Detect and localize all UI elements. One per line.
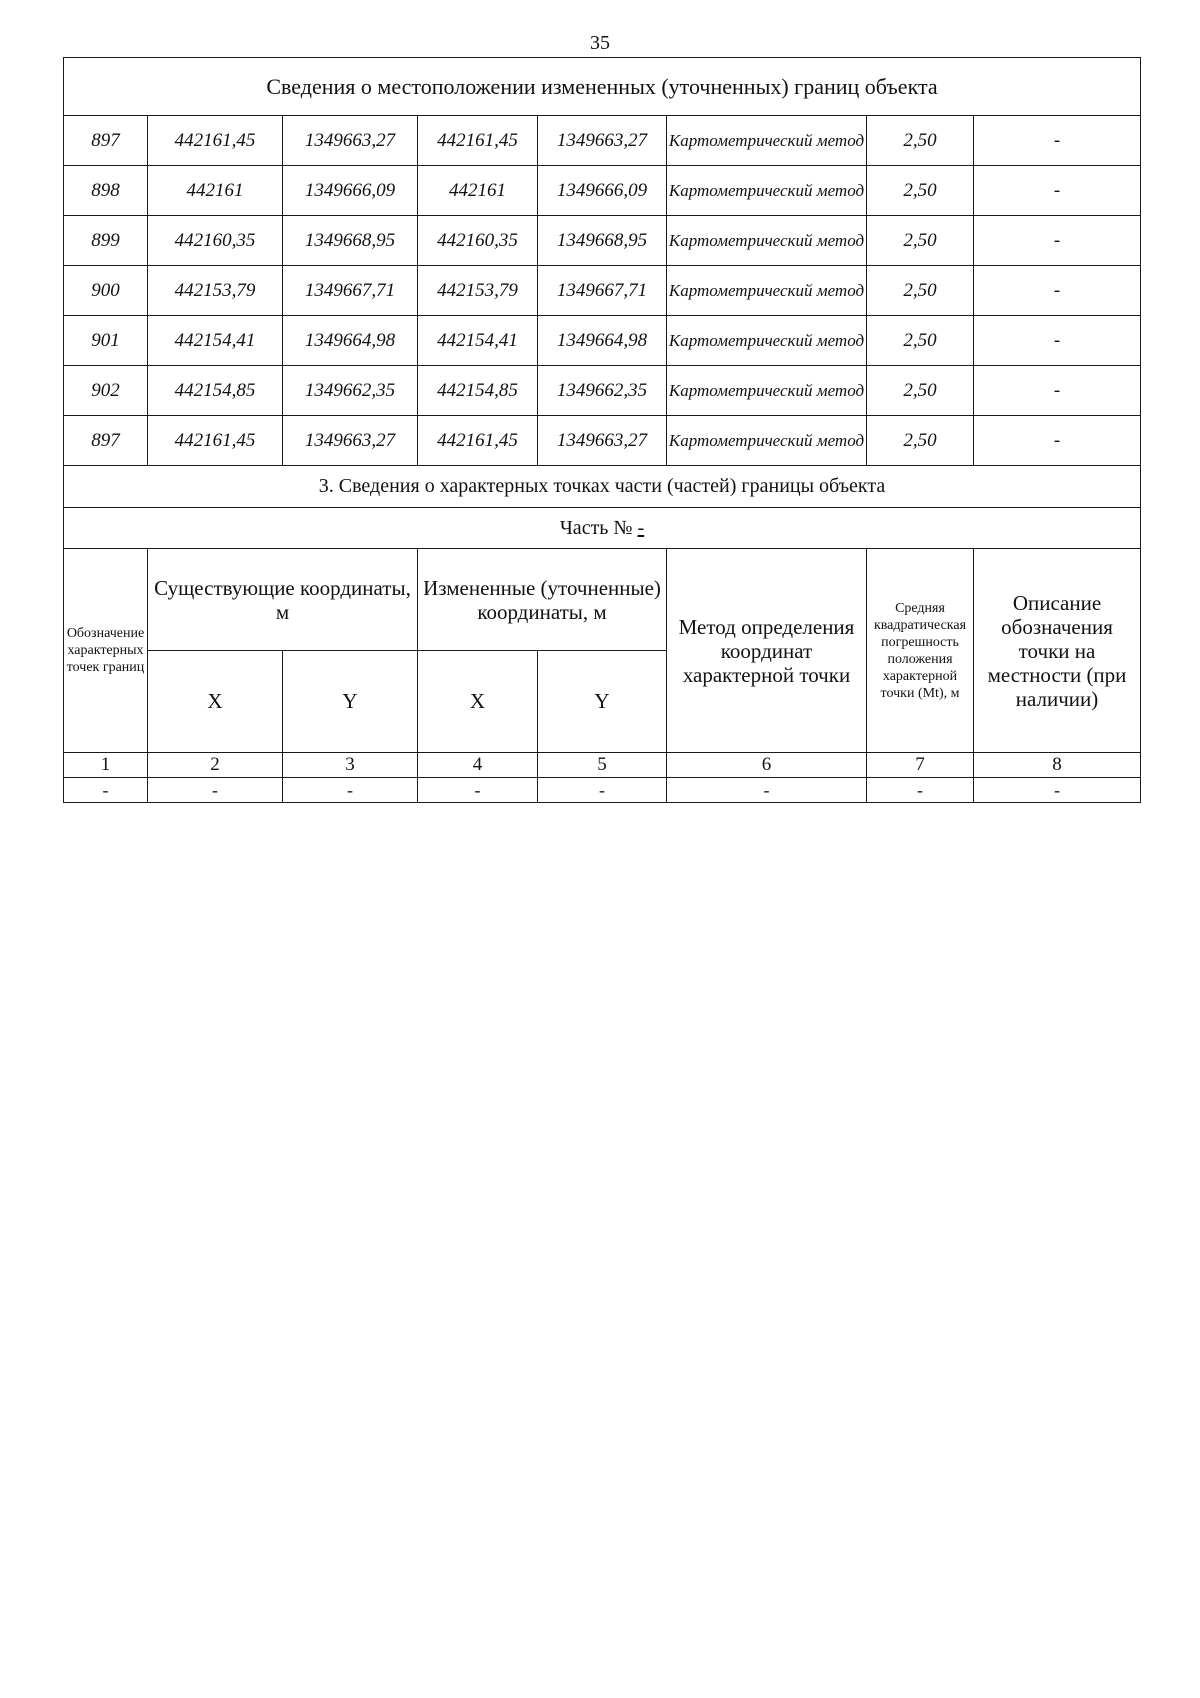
point-cell: 900 xyxy=(64,266,148,316)
header-row-top xyxy=(64,549,1141,651)
method-cell: Картометрический метод xyxy=(667,266,867,316)
mt-cell: 2,50 xyxy=(867,216,974,266)
y-existing-cell: 1349663,27 xyxy=(283,416,418,466)
header-point-designation: Обозначение характерных точек границ xyxy=(64,549,148,753)
mt-cell: 2,50 xyxy=(867,416,974,466)
point-cell: 897 xyxy=(64,416,148,466)
header-x-existing: X xyxy=(148,651,283,753)
table-row xyxy=(64,416,1141,466)
empty-cell: - xyxy=(867,778,974,803)
section-heading-row xyxy=(64,466,1141,508)
x-changed-cell: 442160,35 xyxy=(418,216,538,266)
x-changed-cell: 442161 xyxy=(418,166,538,216)
y-changed-cell: 1349666,09 xyxy=(538,166,667,216)
description-cell: - xyxy=(974,316,1141,366)
description-cell: - xyxy=(974,116,1141,166)
point-cell: 901 xyxy=(64,316,148,366)
y-existing-cell: 1349664,98 xyxy=(283,316,418,366)
part-value: - xyxy=(637,516,645,539)
empty-cell: - xyxy=(538,778,667,803)
description-cell: - xyxy=(974,216,1141,266)
point-cell: 899 xyxy=(64,216,148,266)
empty-cell: - xyxy=(283,778,418,803)
part-label: Часть № xyxy=(559,516,633,539)
y-changed-cell: 1349662,35 xyxy=(538,366,667,416)
header-description: Описание обозначения точки на местности (при наличии) xyxy=(974,549,1141,753)
y-existing-cell: 1349663,27 xyxy=(283,116,418,166)
empty-cell: - xyxy=(148,778,283,803)
column-number: 3 xyxy=(283,753,418,778)
empty-cell: - xyxy=(974,778,1141,803)
y-changed-cell: 1349663,27 xyxy=(538,116,667,166)
y-changed-cell: 1349668,95 xyxy=(538,216,667,266)
description-cell: - xyxy=(974,166,1141,216)
x-existing-cell: 442154,41 xyxy=(148,316,283,366)
header-existing-coords: Существующие координаты, м xyxy=(148,549,418,651)
column-number: 8 xyxy=(974,753,1141,778)
empty-cell: - xyxy=(667,778,867,803)
y-changed-cell: 1349663,27 xyxy=(538,416,667,466)
x-existing-cell: 442153,79 xyxy=(148,266,283,316)
column-number: 6 xyxy=(667,753,867,778)
header-method: Метод определения координат характерной точки xyxy=(667,549,867,753)
method-cell: Картометрический метод xyxy=(667,166,867,216)
method-cell: Картометрический метод xyxy=(667,216,867,266)
mt-cell: 2,50 xyxy=(867,366,974,416)
y-existing-cell: 1349668,95 xyxy=(283,216,418,266)
header-mt: Средняя квадратическая погрешность положения характерной точки (Mt), м xyxy=(867,549,974,753)
empty-data-row xyxy=(64,778,1141,803)
y-existing-cell: 1349667,71 xyxy=(283,266,418,316)
empty-cell: - xyxy=(418,778,538,803)
column-number: 4 xyxy=(418,753,538,778)
y-changed-cell: 1349667,71 xyxy=(538,266,667,316)
header-x-changed: X xyxy=(418,651,538,753)
mt-cell: 2,50 xyxy=(867,316,974,366)
x-existing-cell: 442161,45 xyxy=(148,416,283,466)
method-cell: Картометрический метод xyxy=(667,416,867,466)
description-cell: - xyxy=(974,416,1141,466)
table-row xyxy=(64,316,1141,366)
y-existing-cell: 1349662,35 xyxy=(283,366,418,416)
point-cell: 897 xyxy=(64,116,148,166)
header-changed-coords: Измененные (уточненные) координаты, м xyxy=(418,549,667,651)
header-y-changed: Y xyxy=(538,651,667,753)
description-cell: - xyxy=(974,366,1141,416)
section-heading: 3. Сведения о характерных точках части (частей) границы объекта xyxy=(64,466,1141,508)
column-number: 1 xyxy=(64,753,148,778)
part-row xyxy=(64,508,1141,549)
table-row xyxy=(64,266,1141,316)
column-number: 5 xyxy=(538,753,667,778)
x-existing-cell: 442161 xyxy=(148,166,283,216)
table-body xyxy=(64,58,1141,803)
point-cell: 902 xyxy=(64,366,148,416)
x-existing-cell: 442154,85 xyxy=(148,366,283,416)
table-title-row xyxy=(64,58,1141,116)
x-changed-cell: 442153,79 xyxy=(418,266,538,316)
x-existing-cell: 442160,35 xyxy=(148,216,283,266)
part-cell xyxy=(64,508,1141,549)
point-cell: 898 xyxy=(64,166,148,216)
header-y-existing: Y xyxy=(283,651,418,753)
x-existing-cell: 442161,45 xyxy=(148,116,283,166)
y-changed-cell: 1349664,98 xyxy=(538,316,667,366)
method-cell: Картометрический метод xyxy=(667,316,867,366)
x-changed-cell: 442154,85 xyxy=(418,366,538,416)
empty-cell: - xyxy=(64,778,148,803)
method-cell: Картометрический метод xyxy=(667,116,867,166)
y-existing-cell: 1349666,09 xyxy=(283,166,418,216)
table-row xyxy=(64,216,1141,266)
page-number: 35 xyxy=(590,32,610,54)
x-changed-cell: 442161,45 xyxy=(418,116,538,166)
column-numbers-row xyxy=(64,753,1141,778)
table-row xyxy=(64,166,1141,216)
description-cell: - xyxy=(974,266,1141,316)
mt-cell: 2,50 xyxy=(867,266,974,316)
boundaries-table xyxy=(63,57,1141,803)
table-row xyxy=(64,116,1141,166)
mt-cell: 2,50 xyxy=(867,116,974,166)
table-row xyxy=(64,366,1141,416)
table-title: Сведения о местоположении измененных (уточненных) границ объекта xyxy=(64,58,1141,116)
column-number: 2 xyxy=(148,753,283,778)
column-number: 7 xyxy=(867,753,974,778)
x-changed-cell: 442161,45 xyxy=(418,416,538,466)
mt-cell: 2,50 xyxy=(867,166,974,216)
method-cell: Картометрический метод xyxy=(667,366,867,416)
x-changed-cell: 442154,41 xyxy=(418,316,538,366)
